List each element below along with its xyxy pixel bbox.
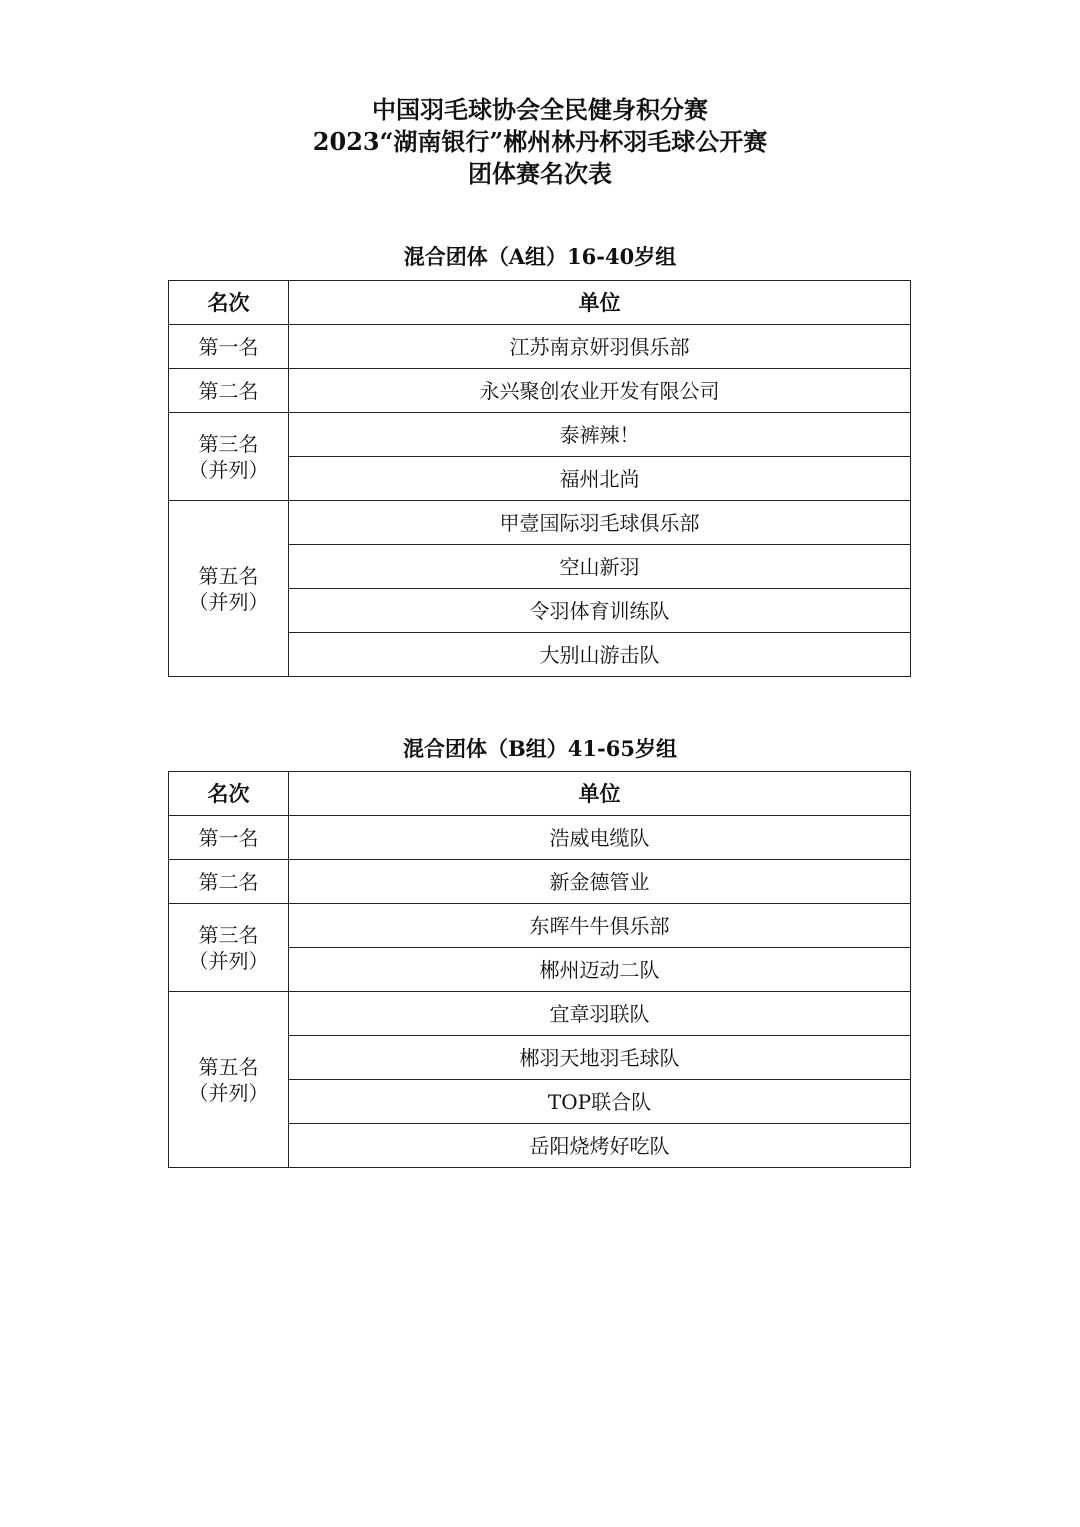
unit-cell: 空山新羽 (289, 545, 911, 589)
section-a-title: 混合团体（A组）16-40岁组 (403, 244, 677, 269)
header-rank: 名次 (169, 772, 289, 816)
ranking-table-b (168, 771, 911, 1168)
rank-label: 第五名 (198, 563, 259, 588)
rank-tie-note: （并列） (188, 1080, 269, 1105)
unit-cell: 郴羽天地羽毛球队 (289, 1036, 911, 1080)
table-row (169, 992, 911, 1036)
unit-cell: 宜章羽联队 (289, 992, 911, 1036)
unit-cell: 岳阳烧烤好吃队 (289, 1124, 911, 1168)
rank-label: 第三名 (198, 922, 259, 947)
unit-cell: 令羽体育训练队 (289, 589, 911, 633)
rank-cell (169, 860, 289, 904)
rank-label: 第一名 (198, 825, 259, 850)
unit-cell: 大别山游击队 (289, 633, 911, 677)
table-row (169, 325, 911, 369)
header-unit: 单位 (289, 281, 911, 325)
ranking-table-a (168, 280, 911, 677)
title-line-3: 团体赛名次表 (468, 159, 612, 188)
rank-tie-note: （并列） (188, 948, 269, 973)
rank-cell (169, 325, 289, 369)
unit-cell: 江苏南京妍羽俱乐部 (289, 325, 911, 369)
table-row (169, 413, 911, 457)
unit-cell: 甲壹国际羽毛球俱乐部 (289, 501, 911, 545)
unit-cell: 新金德管业 (289, 860, 911, 904)
unit-cell: 郴州迈动二队 (289, 948, 911, 992)
section-b-title: 混合团体（B组）41-65岁组 (403, 736, 677, 761)
table-row (169, 816, 911, 860)
rank-cell (169, 992, 289, 1168)
rank-tie-note: （并列） (188, 457, 269, 482)
rank-tie-note: （并列） (188, 589, 269, 614)
rank-cell (169, 369, 289, 413)
unit-cell: 永兴聚创农业开发有限公司 (289, 369, 911, 413)
rank-cell (169, 501, 289, 677)
rank-label: 第五名 (198, 1054, 259, 1079)
unit-cell: 浩威电缆队 (289, 816, 911, 860)
table-header-row (169, 281, 911, 325)
title-line-1: 中国羽毛球协会全民健身积分赛 (372, 95, 708, 124)
rank-cell (169, 904, 289, 992)
header-rank: 名次 (169, 281, 289, 325)
unit-cell: 泰裤辣！ (289, 413, 911, 457)
table-row (169, 369, 911, 413)
rank-label: 第三名 (198, 431, 259, 456)
document-title (0, 94, 1080, 190)
header-unit: 单位 (289, 772, 911, 816)
rank-label: 第二名 (198, 378, 259, 403)
unit-cell: TOP联合队 (289, 1080, 911, 1124)
table-row (169, 501, 911, 545)
table-row (169, 860, 911, 904)
table-header-row (169, 772, 911, 816)
table-row (169, 904, 911, 948)
rank-cell (169, 816, 289, 860)
unit-cell: 福州北尚 (289, 457, 911, 501)
unit-cell: 东晖牛牛俱乐部 (289, 904, 911, 948)
rank-label: 第一名 (198, 334, 259, 359)
rank-label: 第二名 (198, 869, 259, 894)
title-line-2: 2023“湖南银行”郴州林丹杯羽毛球公开赛 (312, 127, 768, 156)
rank-cell (169, 413, 289, 501)
